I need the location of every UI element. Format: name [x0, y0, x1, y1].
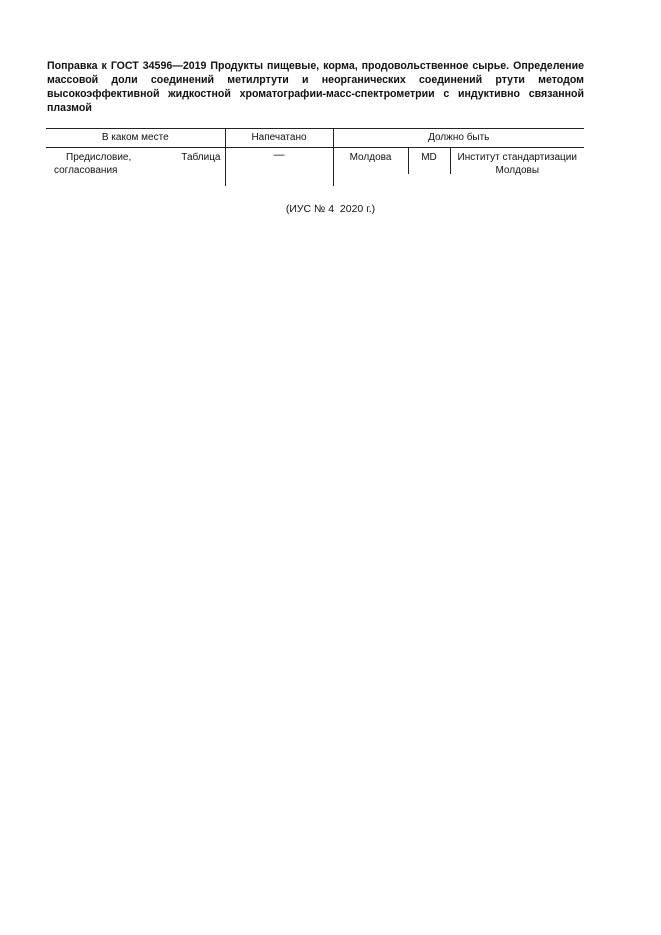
standards-organization: Институт стандартизации Молдовы	[450, 148, 585, 174]
amendment-title: Поправка к ГОСТ 34596—2019 Продукты пищевые, корма, продовольственное сырье. Определение массовой доли соединений метилртути и неорганических соединений ртути методом высокоэффективной жидкостной хроматографии-масс-спектрометрии с индуктивно связанной плазмой	[47, 60, 584, 114]
header-place: В каком месте	[46, 129, 225, 148]
cell-should-be	[333, 148, 584, 187]
country-code: MD	[408, 148, 450, 174]
header-should-be: Должно быть	[333, 129, 584, 148]
header-printed: Напечатано	[225, 129, 333, 148]
printed-value: —	[273, 149, 285, 161]
table-row	[46, 148, 584, 187]
country-name: Молдова	[349, 152, 392, 163]
issue-reference: (ИУС № 4 2020 г.)	[285, 203, 376, 215]
should-be-values	[334, 148, 585, 174]
cell-printed	[225, 148, 333, 187]
table-header-row	[46, 129, 584, 148]
cell-place: Предисловие, Таблица согласования	[54, 152, 221, 176]
correction-table	[46, 128, 584, 186]
